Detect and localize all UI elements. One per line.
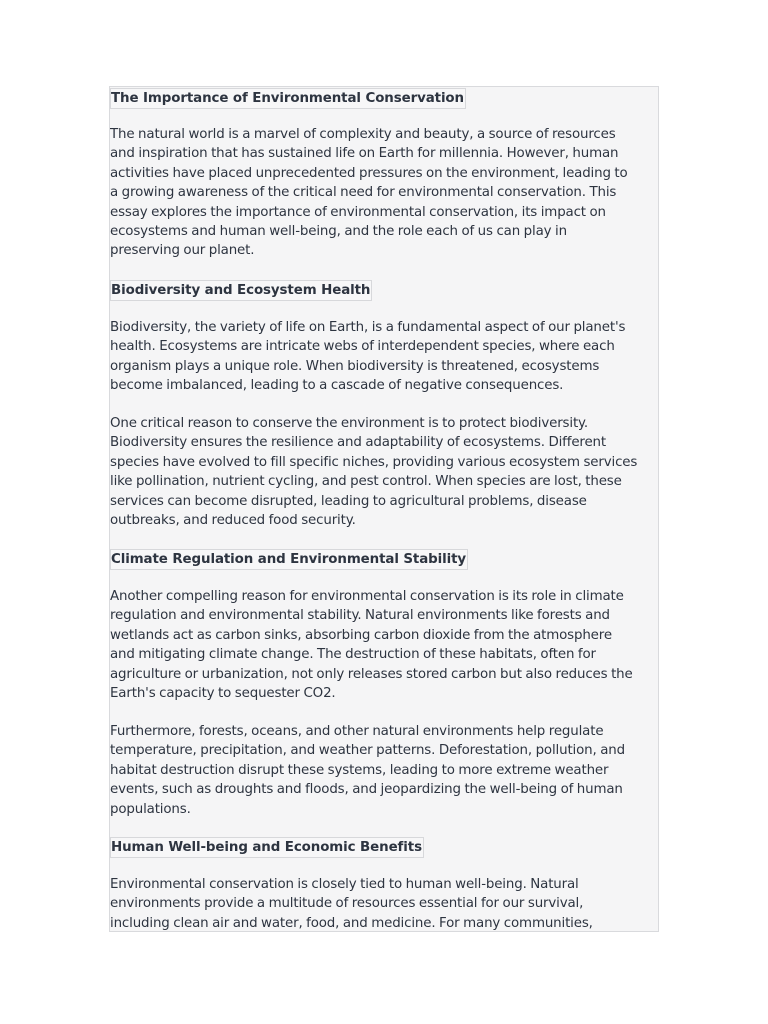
text-line: Another compelling reason for environmental conservation is its role in climate bbox=[110, 589, 624, 604]
text-line: ecosystems and human well-being, and the role each of us can play in bbox=[110, 224, 567, 240]
text-line: Environmental conservation is closely tied to human well-being. Natural bbox=[110, 877, 579, 892]
text-line: habitat destruction disrupt these systems, leading to more extreme weather bbox=[110, 762, 609, 778]
text-line: regulation and environmental stability. Natural environments like forests and bbox=[110, 608, 610, 624]
section-heading-climate: Climate Regulation and Environmental Stability bbox=[110, 549, 468, 570]
text-line: Biodiversity, the variety of life on Earth, is a fundamental aspect of our planet's bbox=[110, 320, 626, 335]
intro-paragraph bbox=[110, 125, 659, 261]
text-line: outbreaks, and reduced food security. bbox=[110, 513, 356, 529]
text-line: activities have placed unprecedented pressures on the environment, leading to bbox=[110, 165, 628, 181]
text-line: The natural world is a marvel of complexity and beauty, a source of resources bbox=[110, 127, 616, 142]
text-line: agriculture or urbanization, not only releases stored carbon but also reduces the bbox=[110, 666, 633, 682]
section-heading-biodiversity: Biodiversity and Ecosystem Health bbox=[110, 280, 372, 301]
text-line: preserving our planet. bbox=[110, 243, 255, 259]
document-page bbox=[109, 86, 659, 932]
text-line: Earth's capacity to sequester CO2. bbox=[110, 686, 336, 702]
text-line: services can become disrupted, leading to agricultural problems, disease bbox=[110, 493, 587, 509]
text-line: like pollination, nutrient cycling, and pest control. When species are lost, these bbox=[110, 474, 622, 490]
text-line: temperature, precipitation, and weather patterns. Deforestation, pollution, and bbox=[110, 743, 625, 759]
text-line: health. Ecosystems are intricate webs of interdependent species, where each bbox=[110, 339, 615, 355]
wellbeing-paragraph-1 bbox=[110, 875, 659, 932]
text-line: a growing awareness of the critical need for environmental conservation. This bbox=[110, 185, 617, 201]
climate-paragraph-1 bbox=[110, 587, 659, 703]
climate-paragraph-2 bbox=[110, 722, 659, 819]
text-line: become imbalanced, leading to a cascade of negative consequences. bbox=[110, 378, 564, 394]
text-line: Furthermore, forests, oceans, and other natural environments help regulate bbox=[110, 724, 604, 739]
text-line: and mitigating climate change. The destruction of these habitats, often for bbox=[110, 647, 596, 663]
document-title: The Importance of Environmental Conservation bbox=[110, 88, 466, 109]
text-line: including clean air and water, food, and medicine. For many communities, bbox=[110, 915, 593, 931]
text-line: Biodiversity ensures the resilience and adaptability of ecosystems. Different bbox=[110, 435, 606, 451]
text-line: and inspiration that has sustained life on Earth for millennia. However, human bbox=[110, 146, 619, 162]
biodiversity-paragraph-2 bbox=[110, 414, 659, 530]
text-line: species have evolved to fill specific niches, providing various ecosystem services bbox=[110, 454, 638, 470]
biodiversity-paragraph-1 bbox=[110, 318, 659, 396]
section-heading-human-wellbeing: Human Well-being and Economic Benefits bbox=[110, 837, 424, 858]
text-line: populations. bbox=[110, 801, 191, 817]
text-line: environments provide a multitude of resources essential for our survival, bbox=[110, 896, 584, 912]
text-line: wetlands act as carbon sinks, absorbing carbon dioxide from the atmosphere bbox=[110, 627, 612, 643]
text-line: One critical reason to conserve the environment is to protect biodiversity. bbox=[110, 416, 589, 431]
text-line: events, such as droughts and floods, and jeopardizing the well-being of human bbox=[110, 782, 623, 798]
text-line: essay explores the importance of environmental conservation, its impact on bbox=[110, 204, 606, 220]
text-line: organism plays a unique role. When biodiversity is threatened, ecosystems bbox=[110, 358, 600, 374]
